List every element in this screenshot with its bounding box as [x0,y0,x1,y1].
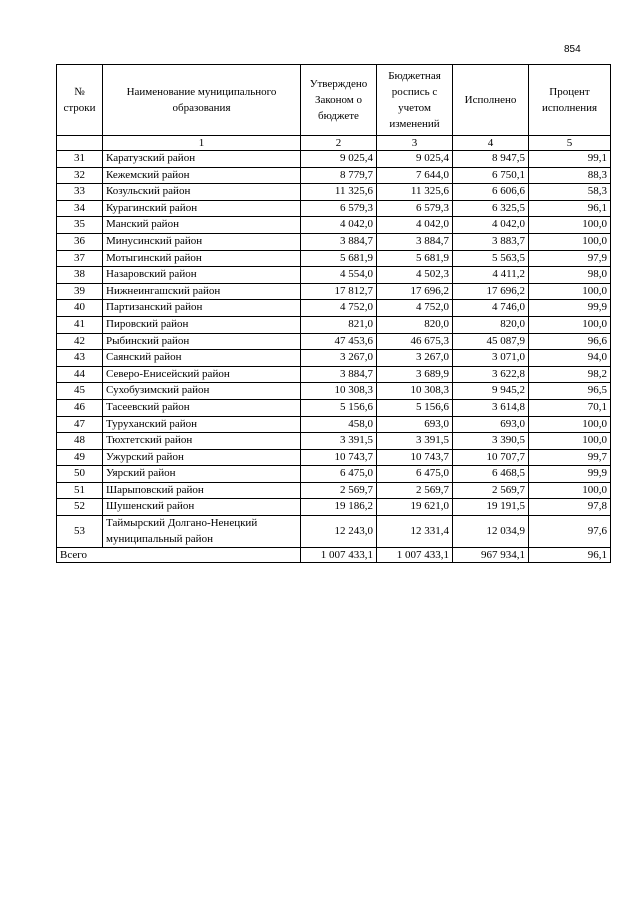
municipality-name: Курагинский район [103,200,301,217]
municipality-name: Тасеевский район [103,399,301,416]
budget-amount: 3 391,5 [377,433,453,450]
budget-amount: 5 681,9 [377,250,453,267]
total-executed: 967 934,1 [453,548,529,563]
row-number: 38 [57,267,103,284]
executed-amount: 19 191,5 [453,499,529,516]
municipality-name: Саянский район [103,350,301,367]
total-label: Всего [57,548,301,563]
table-row [57,366,611,383]
budget-amount: 4 042,0 [377,217,453,234]
row-number: 33 [57,184,103,201]
municipality-name: Козульский район [103,184,301,201]
municipality-name: Шарыповский район [103,482,301,499]
table-body [57,151,611,548]
header-execution-percent: Процент исполнения [529,65,611,136]
row-number: 53 [57,516,103,548]
budget-amount: 820,0 [377,316,453,333]
executed-amount: 3 883,7 [453,233,529,250]
executed-amount: 820,0 [453,316,529,333]
row-number: 42 [57,333,103,350]
municipality-name: Таймырский Долгано-Ненецкий муниципальный район [103,516,301,548]
budget-amount: 3 884,7 [377,233,453,250]
budget-amount: 7 644,0 [377,167,453,184]
executed-amount: 3 622,8 [453,366,529,383]
approved-amount: 6 475,0 [301,466,377,483]
municipality-name: Минусинский район [103,233,301,250]
table-row [57,283,611,300]
municipality-name: Сухобузимский район [103,383,301,400]
table-row [57,300,611,317]
executed-amount: 6 750,1 [453,167,529,184]
column-number [57,136,103,151]
execution-percent: 97,8 [529,499,611,516]
executed-amount: 5 563,5 [453,250,529,267]
budget-amount: 3 267,0 [377,350,453,367]
execution-percent: 97,6 [529,516,611,548]
row-number: 47 [57,416,103,433]
table-row [57,316,611,333]
executed-amount: 3 614,8 [453,399,529,416]
executed-amount: 4 042,0 [453,217,529,234]
execution-percent: 98,0 [529,267,611,284]
execution-percent: 100,0 [529,482,611,499]
budget-amount: 12 331,4 [377,516,453,548]
executed-amount: 4 746,0 [453,300,529,317]
execution-percent: 96,6 [529,333,611,350]
execution-percent: 58,3 [529,184,611,201]
budget-amount: 3 689,9 [377,366,453,383]
municipality-name: Пировский район [103,316,301,333]
row-number: 32 [57,167,103,184]
executed-amount: 8 947,5 [453,151,529,168]
approved-amount: 3 391,5 [301,433,377,450]
row-number: 41 [57,316,103,333]
approved-amount: 8 779,7 [301,167,377,184]
municipality-name: Ужурский район [103,449,301,466]
row-number: 46 [57,399,103,416]
row-number: 37 [57,250,103,267]
page-number: 854 [564,44,581,55]
header-row-number: № строки [57,65,103,136]
table-row [57,350,611,367]
table-row [57,200,611,217]
executed-amount: 3 390,5 [453,433,529,450]
approved-amount: 4 554,0 [301,267,377,284]
row-number: 31 [57,151,103,168]
approved-amount: 5 156,6 [301,399,377,416]
table-row [57,433,611,450]
municipality-name: Манский район [103,217,301,234]
column-number-row [57,136,611,151]
municipality-name: Назаровский район [103,267,301,284]
total-budget: 1 007 433,1 [377,548,453,563]
municipality-name: Партизанский район [103,300,301,317]
budget-amount: 46 675,3 [377,333,453,350]
table-row [57,184,611,201]
approved-amount: 11 325,6 [301,184,377,201]
column-number: 3 [377,136,453,151]
row-number: 52 [57,499,103,516]
approved-amount: 2 569,7 [301,482,377,499]
municipality-name: Туруханский район [103,416,301,433]
execution-percent: 96,1 [529,200,611,217]
budget-amount: 10 743,7 [377,449,453,466]
budget-amount: 4 752,0 [377,300,453,317]
budget-amount: 693,0 [377,416,453,433]
executed-amount: 45 087,9 [453,333,529,350]
header-approved-by-law: Утверждено Законом о бюджете [301,65,377,136]
municipality-name: Тюхтетский район [103,433,301,450]
executed-amount: 6 325,5 [453,200,529,217]
budget-amount: 11 325,6 [377,184,453,201]
column-number: 4 [453,136,529,151]
table-row [57,416,611,433]
approved-amount: 3 884,7 [301,233,377,250]
execution-percent: 96,5 [529,383,611,400]
execution-percent: 100,0 [529,233,611,250]
total-row [57,548,611,563]
executed-amount: 693,0 [453,416,529,433]
executed-amount: 6 606,6 [453,184,529,201]
table-row [57,516,611,548]
row-number: 39 [57,283,103,300]
approved-amount: 4 752,0 [301,300,377,317]
approved-amount: 6 579,3 [301,200,377,217]
header-budget-schedule: Бюджетная роспись с учетом изменений [377,65,453,136]
budget-amount: 4 502,3 [377,267,453,284]
execution-percent: 88,3 [529,167,611,184]
municipality-name: Рыбинский район [103,333,301,350]
approved-amount: 12 243,0 [301,516,377,548]
row-number: 50 [57,466,103,483]
execution-percent: 94,0 [529,350,611,367]
column-number: 5 [529,136,611,151]
executed-amount: 12 034,9 [453,516,529,548]
executed-amount: 17 696,2 [453,283,529,300]
budget-amount: 6 475,0 [377,466,453,483]
budget-amount: 17 696,2 [377,283,453,300]
table-row [57,499,611,516]
budget-amount: 10 308,3 [377,383,453,400]
executed-amount: 3 071,0 [453,350,529,367]
total-percent: 96,1 [529,548,611,563]
execution-percent: 99,7 [529,449,611,466]
table-header-row [57,65,611,136]
table-row [57,151,611,168]
execution-percent: 70,1 [529,399,611,416]
budget-amount: 6 579,3 [377,200,453,217]
approved-amount: 5 681,9 [301,250,377,267]
row-number: 49 [57,449,103,466]
column-number: 1 [103,136,301,151]
budget-amount: 19 621,0 [377,499,453,516]
table-row [57,333,611,350]
executed-amount: 6 468,5 [453,466,529,483]
row-number: 45 [57,383,103,400]
table-row [57,267,611,284]
budget-amount: 2 569,7 [377,482,453,499]
budget-amount: 9 025,4 [377,151,453,168]
table-row [57,399,611,416]
table-row [57,383,611,400]
municipality-name: Шушенский район [103,499,301,516]
municipality-name: Кежемский район [103,167,301,184]
municipality-name: Нижнеингашский район [103,283,301,300]
executed-amount: 9 945,2 [453,383,529,400]
execution-percent: 98,2 [529,366,611,383]
approved-amount: 9 025,4 [301,151,377,168]
approved-amount: 10 308,3 [301,383,377,400]
execution-percent: 100,0 [529,416,611,433]
execution-percent: 99,1 [529,151,611,168]
executed-amount: 4 411,2 [453,267,529,284]
budget-amount: 5 156,6 [377,399,453,416]
execution-percent: 100,0 [529,316,611,333]
column-number: 2 [301,136,377,151]
table-row [57,233,611,250]
row-number: 51 [57,482,103,499]
approved-amount: 821,0 [301,316,377,333]
approved-amount: 17 812,7 [301,283,377,300]
approved-amount: 458,0 [301,416,377,433]
execution-percent: 100,0 [529,217,611,234]
executed-amount: 2 569,7 [453,482,529,499]
row-number: 35 [57,217,103,234]
execution-percent: 99,9 [529,466,611,483]
execution-percent: 100,0 [529,433,611,450]
table-row [57,250,611,267]
municipality-name: Уярский район [103,466,301,483]
row-number: 34 [57,200,103,217]
table-row [57,217,611,234]
execution-percent: 99,9 [529,300,611,317]
municipality-name: Каратузский район [103,151,301,168]
approved-amount: 47 453,6 [301,333,377,350]
row-number: 36 [57,233,103,250]
table-row [57,466,611,483]
approved-amount: 10 743,7 [301,449,377,466]
approved-amount: 19 186,2 [301,499,377,516]
total-approved: 1 007 433,1 [301,548,377,563]
row-number: 44 [57,366,103,383]
row-number: 43 [57,350,103,367]
approved-amount: 3 267,0 [301,350,377,367]
row-number: 48 [57,433,103,450]
execution-percent: 97,9 [529,250,611,267]
row-number: 40 [57,300,103,317]
municipality-name: Мотыгинский район [103,250,301,267]
approved-amount: 4 042,0 [301,217,377,234]
municipality-name: Северо-Енисейский район [103,366,301,383]
executed-amount: 10 707,7 [453,449,529,466]
budget-execution-table [56,64,611,563]
header-executed: Исполнено [453,65,529,136]
table-row [57,167,611,184]
header-municipality-name: Наименование муниципального образования [103,65,301,136]
approved-amount: 3 884,7 [301,366,377,383]
table-row [57,449,611,466]
table-row [57,482,611,499]
execution-percent: 100,0 [529,283,611,300]
